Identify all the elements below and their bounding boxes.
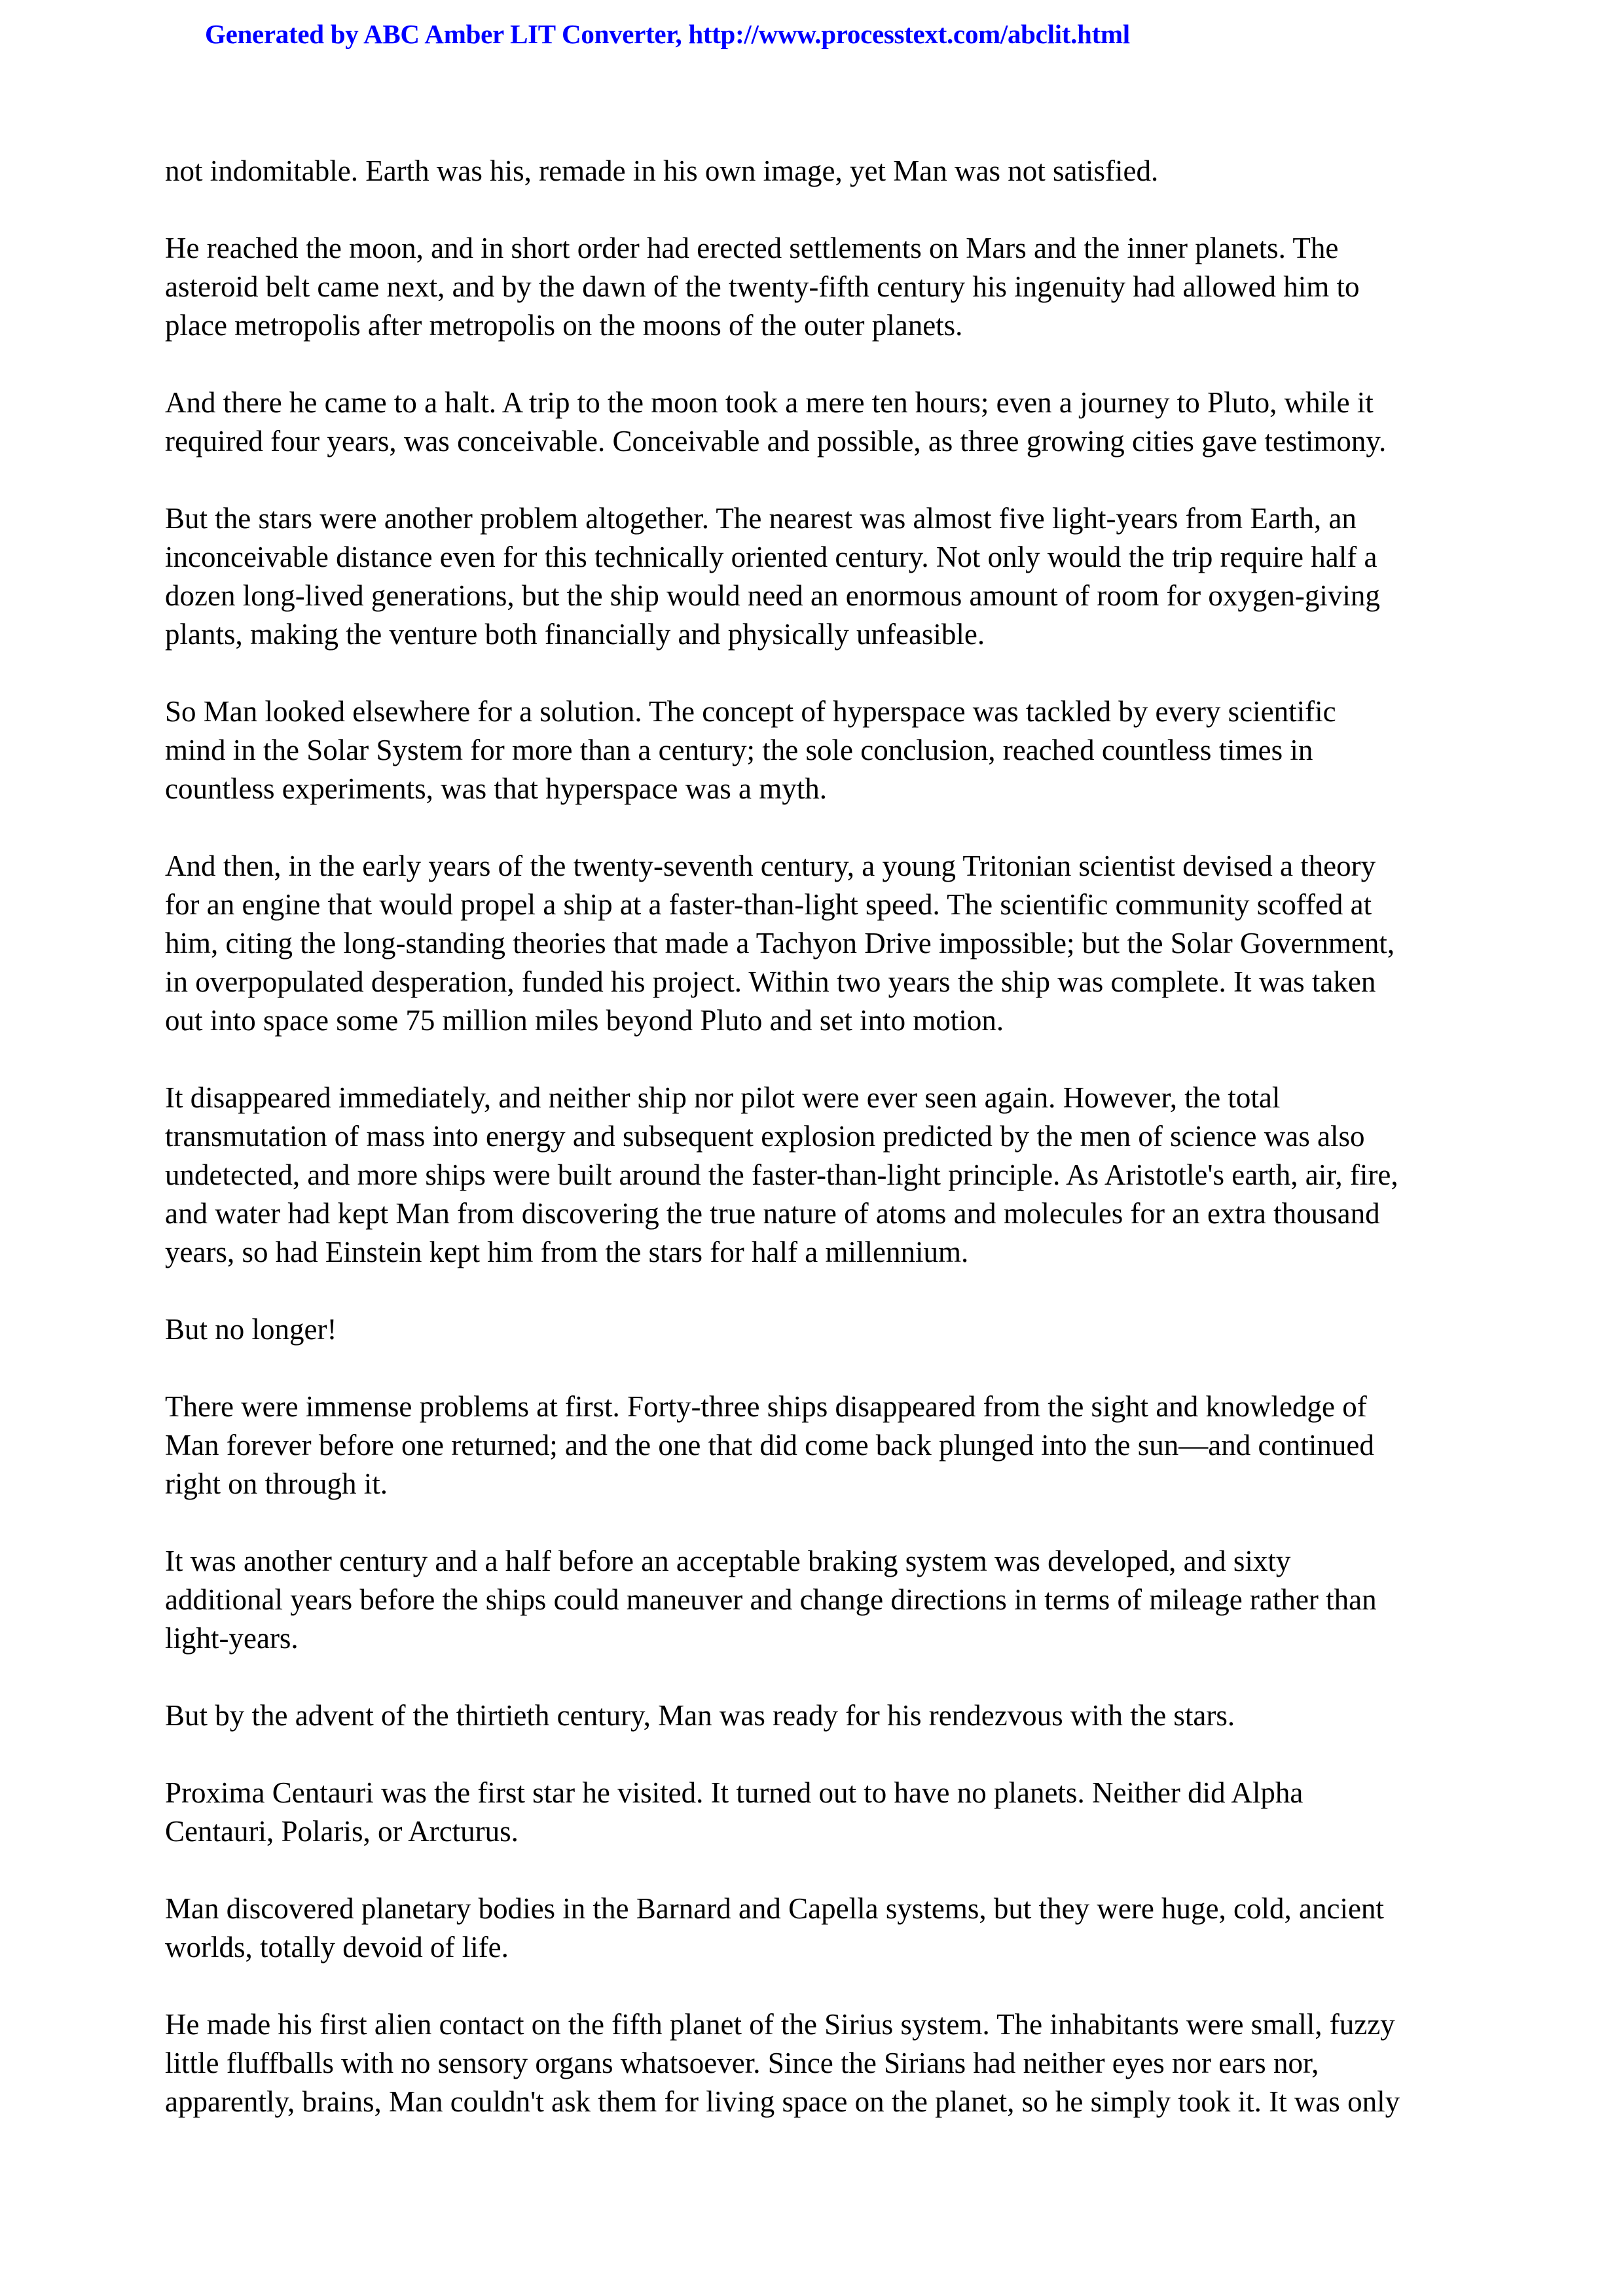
paragraph-6: And then, in the early years of the twenty-seventh century, a young Tritonian scientist devised a theory for an engine that would propel a ship at a faster-than-light speed. The scientific community scoffed at him, citing the long-standing theories that made a Tachyon Drive impossible; but the Solar Government, in overpopulated desperation, funded his project. Within two years the ship was complete. It was taken out into space some 75 million miles beyond Pluto and set into motion. [165,850,1395,1037]
paragraph-3: And there he came to a halt. A trip to the moon took a mere ten hours; even a journey to Pluto, while it required four years, was conceivable. Conceivable and possible, as three growing cities gave testimony. [165,386,1387,457]
paragraph-9: There were immense problems at first. Forty-three ships disappeared from the sight and knowledge of Man forever before one returned; and the one that did come back plunged into the sun—and continued right on through it. [165,1390,1374,1500]
paragraph-2: He reached the moon, and in short order had erected settlements on Mars and the inner planets. The asteroid belt came next, and by the dawn of the twenty-fifth century his ingenuity had allowed him to place metropolis after metropolis on the moons of the outer planets. [165,232,1360,342]
paragraph-4: But the stars were another problem altogether. The nearest was almost five light-years from Earth, an inconceivable distance even for this technically oriented century. Not only would the trip require half a dozen long-lived generations, but the ship would need an enormous amount of room for oxygen-giving plants, making the venture both financially and physically unfeasible. [165,502,1380,651]
paragraph-7: It disappeared immediately, and neither ship nor pilot were ever seen again. However, the total transmutation of mass into energy and subsequent explosion predicted by the men of science was also undetected, and more ships were built around the faster-than-light principle. As Aristotle's earth, air, fire, and water had kept Man from discovering the true nature of atoms and molecules for an extra thousand years, so had Einstein kept him from the stars for half a millennium. [165,1081,1398,1268]
converter-banner[interactable]: Generated by ABC Amber LIT Converter, http://www.processtext.com/abclit.html [205,19,1130,49]
paragraph-14: He made his first alien contact on the fifth planet of the Sirius system. The inhabitants were small, fuzzy little fluffballs with no sensory organs whatsoever. Since the Sirians had neither eyes nor ears nor, apparently, brains, Man couldn't ask them for living space on the planet, so he simply took it. It was only [165,2008,1400,2118]
paragraph-8: But no longer! [165,1313,337,1346]
paragraph-10: It was another century and a half before an acceptable braking system was developed, and sixty additional years before the ships could maneuver and change directions in terms of mileage rather than light-years. [165,1545,1377,1655]
paragraph-11: But by the advent of the thirtieth century, Man was ready for his rendezvous with the stars. [165,1699,1235,1732]
paragraph-5: So Man looked elsewhere for a solution. The concept of hyperspace was tackled by every scientific mind in the Solar System for more than a century; the sole conclusion, reached countless times in countless experiments, was that hyperspace was a myth. [165,695,1336,805]
paragraph-12: Proxima Centauri was the first star he visited. It turned out to have no planets. Neither did Alpha Centauri, Polaris, or Arcturus. [165,1776,1304,1848]
paragraph-1: not indomitable. Earth was his, remade in his own image, yet Man was not satisfied. [165,154,1159,187]
paragraph-13: Man discovered planetary bodies in the Barnard and Capella systems, but they were huge, cold, ancient worlds, totally devoid of life. [165,1892,1384,1964]
document-body [165,152,1474,2160]
